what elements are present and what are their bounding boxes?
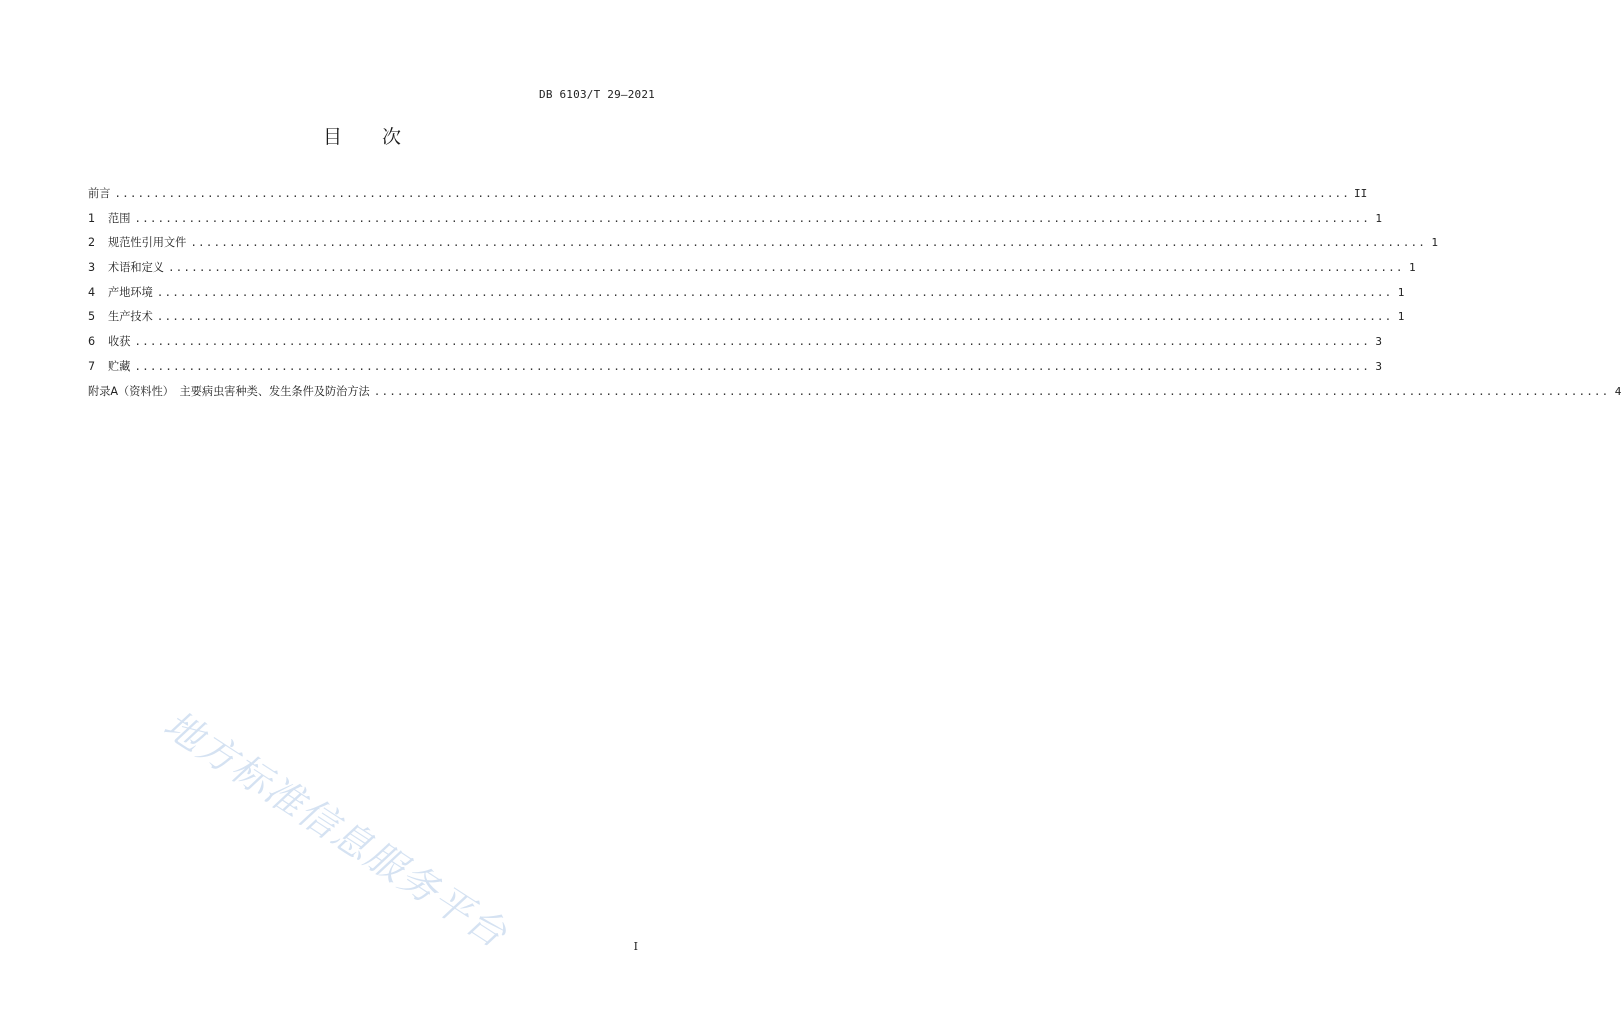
toc-leader-dots: ................................................................................................................................................................ [156, 310, 1393, 324]
toc-entry-number: 2 [88, 236, 96, 250]
toc-entry-label: 术语和定义 [108, 261, 164, 275]
title-char-2: 次 [382, 126, 402, 148]
toc-leader-dots: ................................................................................................................................................................ [373, 384, 1610, 398]
toc-entry-page: 1 [1375, 211, 1382, 225]
toc-entry-harvest[interactable] [88, 333, 1382, 358]
toc-entry-page: 3 [1375, 359, 1382, 373]
toc-entry-page: 1 [1397, 285, 1405, 299]
title-char-1: 目 [322, 126, 342, 148]
toc-entry-label: 规范性引用文件 [108, 236, 187, 250]
toc-entry-page: II [1354, 187, 1368, 200]
toc-leader-dots: ................................................................................................................................................................ [134, 359, 1370, 373]
toc-entry-page: 3 [1375, 335, 1382, 349]
toc-leader-dots: ................................................................................................................................................................ [114, 187, 1350, 200]
toc-entry-page: 1 [1431, 236, 1438, 250]
toc-entry-foreword[interactable] [88, 185, 1368, 210]
toc-leader-dots: ................................................................................................................................................................ [190, 236, 1426, 250]
toc-entry-page: 1 [1397, 310, 1405, 324]
page-number: I [633, 940, 638, 953]
table-of-contents [88, 185, 1621, 407]
toc-entry-terms-definitions[interactable] [88, 259, 1416, 284]
toc-entry-normative-references[interactable] [88, 234, 1438, 259]
page-title [0, 122, 724, 149]
toc-entry-page: 4 [1614, 384, 1621, 398]
toc-entry-number: 7 [88, 359, 96, 373]
toc-entry-number: 1 [88, 211, 96, 225]
toc-entry-page: 1 [1408, 261, 1416, 275]
toc-entry-scope[interactable] [88, 210, 1382, 235]
toc-entry-number: 6 [88, 335, 96, 349]
toc-entry-label: 产地环境 [108, 285, 153, 299]
toc-entry-storage[interactable] [88, 358, 1382, 383]
toc-entry-number: 3 [88, 261, 96, 275]
toc-entry-label: 生产技术 [108, 310, 153, 324]
watermark: 地方标准信息服务平台 [156, 701, 516, 957]
toc-leader-dots: ................................................................................................................................................................ [134, 211, 1370, 225]
toc-entry-number: 5 [88, 310, 96, 324]
toc-entry-label: 贮藏 [108, 359, 131, 373]
toc-entry-label: 附录A（资料性） 主要病虫害种类、发生条件及防治方法 [88, 384, 370, 398]
toc-entry-label: 范围 [108, 211, 131, 225]
toc-entry-label: 收获 [108, 335, 131, 349]
toc-entry-production-environment[interactable] [88, 284, 1405, 309]
toc-leader-dots: ................................................................................................................................................................ [156, 285, 1393, 299]
toc-entry-production-technology[interactable] [88, 308, 1405, 333]
toc-entry-label: 前言 [88, 187, 111, 200]
toc-entry-number: 4 [88, 285, 96, 299]
toc-entry-appendix-a[interactable] [88, 383, 1621, 408]
toc-leader-dots: ................................................................................................................................................................ [134, 335, 1370, 349]
toc-leader-dots: ................................................................................................................................................................ [167, 261, 1404, 275]
document-code: DB 6103/T 29—2021 [539, 88, 655, 101]
